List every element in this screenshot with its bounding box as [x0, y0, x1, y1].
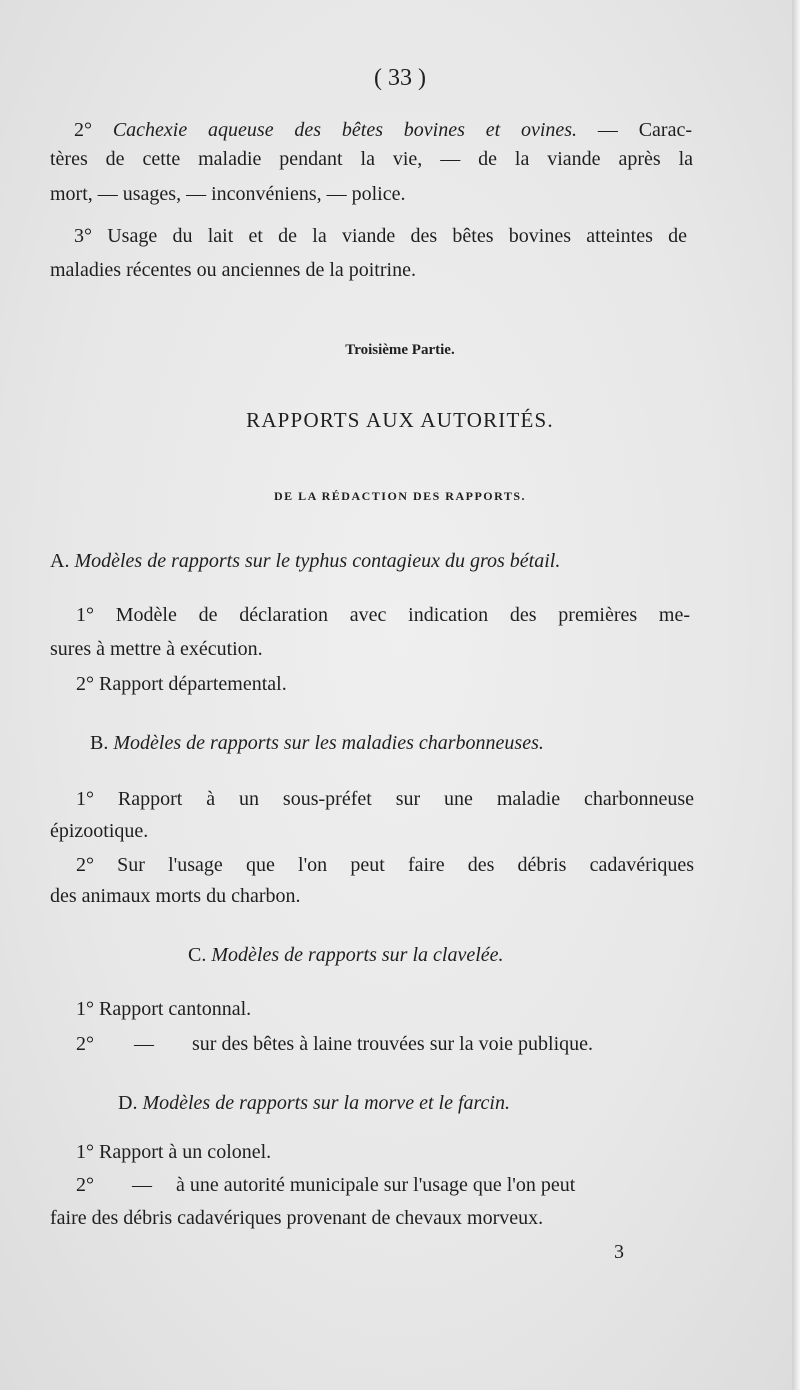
list-item: 1° Rapport cantonnal. [76, 998, 252, 1020]
text-line: tères de cette maladie pendant la vie, — de la viande après la [50, 148, 693, 170]
part-label: Troisième Partie. [345, 342, 455, 358]
text-line: 3° Usage du lait et de la viande des bêtes bovines atteintes de [74, 225, 687, 247]
text-line: maladies récentes ou anciennes de la poitrine. [50, 259, 416, 281]
list-item: 2° — à une autorité municipale sur l'usage que l'on peut [76, 1174, 576, 1196]
section-heading-c: C. Modèles de rapports sur la clavelée. [188, 944, 504, 966]
signature-mark: 3 [614, 1241, 624, 1263]
text-line: 2° Sur l'usage que l'on peut faire des débris cadavériques [76, 854, 694, 876]
section-heading-a: A. Modèles de rapports sur le typhus contagieux du gros bétail. [50, 550, 561, 572]
page-number: ( 33 ) [374, 65, 426, 91]
text-line: épizootique. [50, 820, 149, 842]
list-item: 2° — sur des bêtes à laine trouvées sur la voie publique. [76, 1033, 593, 1055]
text-line: faire des débris cadavériques provenant de chevaux morveux. [50, 1207, 544, 1229]
text-line: 1° Modèle de déclaration avec indication des premières me- [76, 604, 690, 626]
list-item: 1° Rapport à un colonel. [76, 1141, 272, 1163]
text-line: mort, — usages, — inconvéniens, — police. [50, 183, 406, 205]
text-line: 1° Rapport à un sous-préfet sur une maladie charbonneuse [76, 788, 694, 810]
part-title: RAPPORTS AUX AUTORITÉS. [246, 408, 554, 432]
text-line: des animaux morts du charbon. [50, 885, 301, 907]
page-edge [792, 0, 800, 1390]
section-heading-b: B. Modèles de rapports sur les maladies charbonneuses. [90, 732, 544, 754]
text-line: 2° Cachexie aqueuse des bêtes bovines et ovines. — Carac- [74, 119, 693, 141]
text-line: 2° Rapport départemental. [76, 673, 287, 695]
text-line: sures à mettre à exécution. [50, 638, 263, 660]
section-heading-d: D. Modèles de rapports sur la morve et le farcin. [118, 1092, 510, 1114]
part-subtitle: DE LA RÉDACTION DES RAPPORTS. [273, 489, 527, 503]
